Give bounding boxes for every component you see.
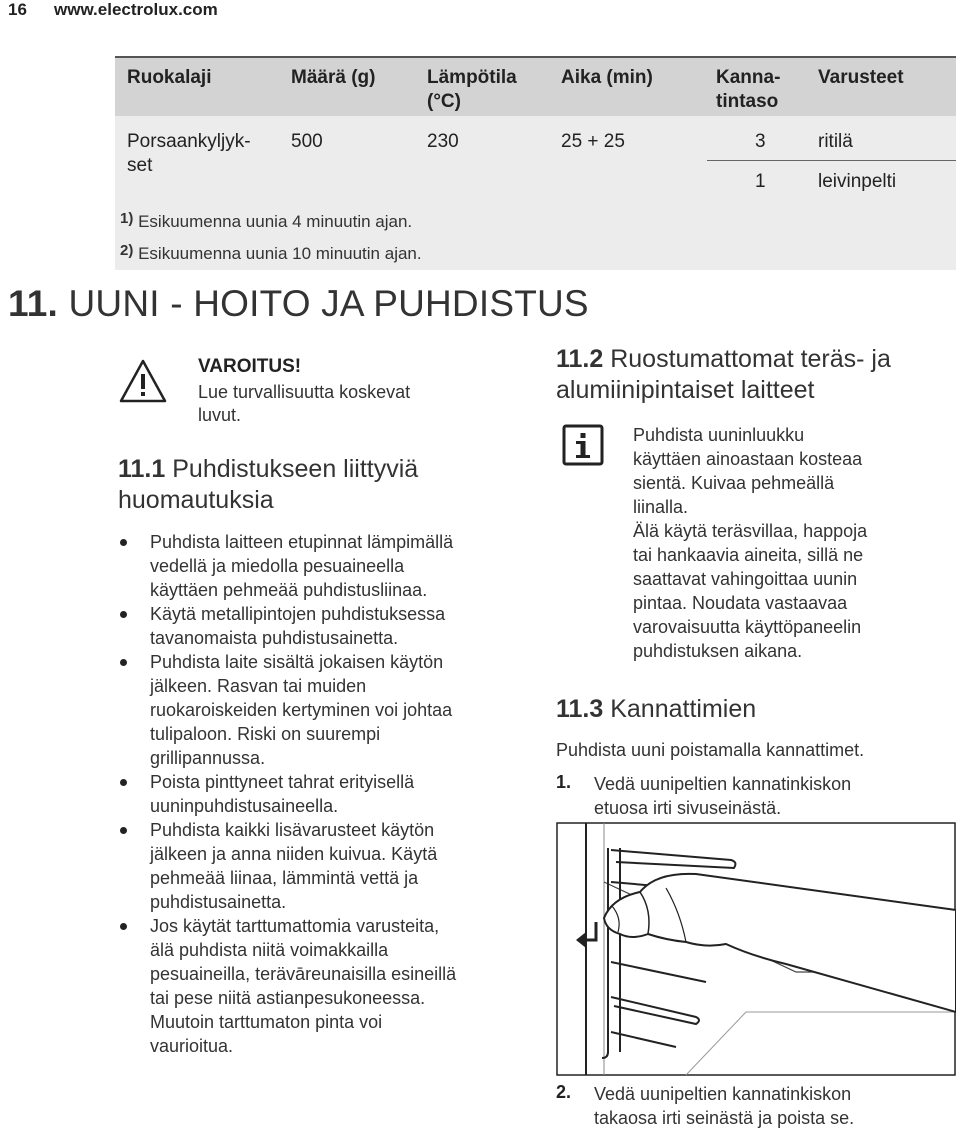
step-2-text: Vedä uunipeltien kannatinkiskon takaosa irti seinästä ja poista se.	[594, 1084, 855, 1128]
cell-amount: 500	[291, 131, 323, 152]
info-icon	[562, 424, 604, 466]
cell-level-2: 1	[755, 171, 766, 192]
section-title: 11. UUNI - HOITO JA PUHDISTUS	[8, 283, 589, 324]
subsection-11-2-title: 11.2 Ruostumattomat teräs- ja alumiinipintaiset laitteet	[556, 345, 891, 404]
footnote-2: $^{2)}$ Esikuumenna uunia 10 minuutin ajan.	[120, 242, 422, 263]
s113-intro: Puhdista uuni poistamalla kannattimet.	[556, 740, 865, 760]
subsection-11-1-title: 11.1 Puhdistukseen liittyviä huomautuksia	[118, 455, 419, 514]
list-item: Poista pinttyneet tahrat erityisellä uuninpuhdistusaineella.	[118, 770, 518, 818]
bullet-dot-icon	[120, 611, 127, 618]
cell-accessory-1: ritilä	[818, 131, 853, 152]
bullet-dot-icon	[120, 923, 127, 930]
cell-time: 25 + 25	[561, 131, 625, 152]
list-item: Käytä metallipintojen puhdistuksessa tavanomaista puhdistusainetta.	[118, 602, 518, 650]
row-divider	[707, 160, 956, 161]
table-footnotes	[115, 202, 956, 270]
col-time: Aika (min)	[561, 67, 653, 88]
website-url: www.electrolux.com	[54, 0, 218, 19]
col-temp-line2: (°C)	[427, 91, 461, 112]
list-item: Puhdista laite sisältä jokaisen käytön jälkeen. Rasvan tai muiden ruokaroiskeiden kertyminen voi johtaa tulipaloon. Riski on suurempi grillipannussa.	[118, 650, 518, 770]
footnote-1: $^{1)}$ Esikuumenna uunia 4 minuutin ajan.	[120, 210, 413, 231]
table-row	[115, 116, 956, 202]
warning-title: VAROITUS!	[198, 356, 302, 377]
cleaning-notes-list	[118, 530, 518, 1058]
cell-accessory-2: leivinpelti	[818, 171, 897, 192]
col-level-line1: Kanna-	[716, 67, 781, 88]
step-2-number: 2.	[556, 1082, 572, 1102]
cell-dish-line1: Porsaankyljyk-	[127, 131, 251, 152]
page-number: 16	[8, 0, 27, 19]
cell-temp: 230	[427, 131, 459, 152]
list-item: Jos käytät tarttumattomia varusteita, älä puhdista niitä voimakkailla pesuaineilla, terävāreunaisilla esineillä tai pese niitä astianpesukoneessa. Muutoin tarttumaton pinta voi vaurioitua.	[118, 914, 518, 1058]
col-temp-line1: Lämpötila	[427, 67, 517, 88]
col-level-line2: tintaso	[716, 91, 779, 112]
cell-level-1: 3	[755, 131, 766, 152]
step-1-text: Vedä uunipeltien kannatinkiskon etuosa irti sivuseinästä.	[594, 774, 852, 818]
step-1-number: 1.	[556, 772, 572, 792]
cell-dish-line2: set	[127, 155, 153, 176]
info-text: Puhdista uuninluukku käyttäen ainoastaan kosteaa sientä. Kuivaa pehmeällä liinalla. Älä käytä teräsvillaa, happoja tai hankaavia aineita, sillä ne saattavat vahingoittaa uunin pintaa. Noudata vastaavaa varovaisuutta käyttöpaneelin puhdistuksen aikana.	[633, 425, 868, 661]
col-amount: Määrä (g)	[291, 67, 376, 88]
warning-triangle-icon	[118, 358, 168, 404]
subsection-11-3-title: 11.3 Kannattimien	[556, 695, 757, 723]
warning-text: Lue turvallisuutta koskevat luvut.	[198, 382, 411, 425]
list-item: Puhdista kaikki lisävarusteet käytön jälkeen ja anna niiden kuivua. Käytä pehmeää liinaa, lämmintä vettä ja puhdistusainetta.	[118, 818, 518, 914]
list-item: Puhdista laitteen etupinnat lämpimällä vedellä ja miedolla pesuaineella käyttäen pehmeää puhdistusliinaa.	[118, 530, 518, 602]
col-accessories: Varusteet	[818, 67, 904, 88]
bullet-dot-icon	[120, 539, 127, 546]
shelf-support-removal-illustration	[556, 822, 956, 1076]
bullet-dot-icon	[120, 659, 127, 666]
table-header	[115, 56, 956, 116]
col-dish: Ruokalaji	[127, 67, 212, 88]
bullet-dot-icon	[120, 827, 127, 834]
bullet-dot-icon	[120, 779, 127, 786]
